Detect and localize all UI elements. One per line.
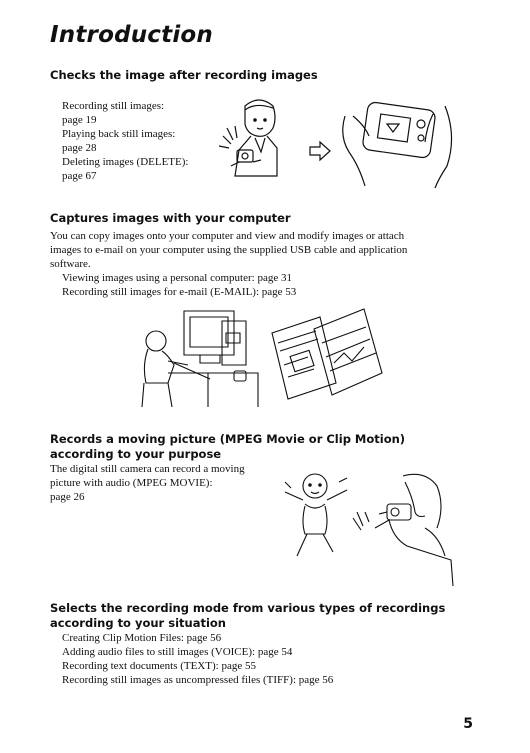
link-text[interactable]: Creating Clip Motion Files: page 56 [62,632,222,644]
page-title: Introduction [50,22,213,48]
paragraph-line: The digital still camera can record a moving [50,463,245,475]
paragraph-line: You can copy images onto your computer and view and modify images or attach [50,230,405,242]
check-images-links [62,99,188,183]
paragraph-line: images to e-mail on your computer using the supplied USB cable and application [50,244,408,256]
boy-with-camera-illustration [215,96,295,191]
recording-mode-links [62,631,333,687]
baby-and-camera-illustration [275,468,455,588]
link-text: Playing back still images: [62,128,176,140]
link-text[interactable]: Recording still images as uncompressed files (TIFF): page 56 [62,674,334,686]
heading-line: according to your situation [50,616,226,630]
section-heading-recording-mode [50,601,445,631]
link-text[interactable]: page 19 [62,114,97,126]
computer-paragraph [50,229,407,271]
section-heading-moving-picture [50,432,405,462]
page-number: 5 [463,716,473,732]
link-text: Deleting images (DELETE): [62,156,189,168]
section-heading-check-images: Checks the image after recording images [50,68,318,82]
paragraph-line: picture with audio (MPEG MOVIE): [50,477,213,489]
link-text: Recording still images: [62,100,165,112]
link-text[interactable]: Viewing images using a personal computer: page 31 [62,272,292,284]
section-heading-computer: Captures images with your computer [50,211,291,225]
heading-line: according to your purpose [50,447,222,461]
moving-picture-paragraph [50,462,245,504]
link-text[interactable]: page 28 [62,142,97,154]
link-text[interactable]: Recording text documents (TEXT): page 55 [62,660,256,672]
heading-line: Records a moving picture (MPEG Movie or Clip Motion) [50,432,406,446]
arrow-right-icon [308,140,332,162]
heading-line: Selects the recording mode from various types of recordings [50,601,446,615]
computer-links [62,271,296,299]
paragraph-line[interactable]: page 26 [50,491,85,503]
computer-user-illustration [138,303,390,410]
paragraph-line: software. [50,258,91,270]
link-text[interactable]: Adding audio files to still images (VOICE): page 54 [62,646,293,658]
link-text[interactable]: page 67 [62,170,97,182]
link-text[interactable]: Recording still images for e-mail (E-MAIL): page 53 [62,286,297,298]
hands-holding-camera-illustration [335,96,465,191]
